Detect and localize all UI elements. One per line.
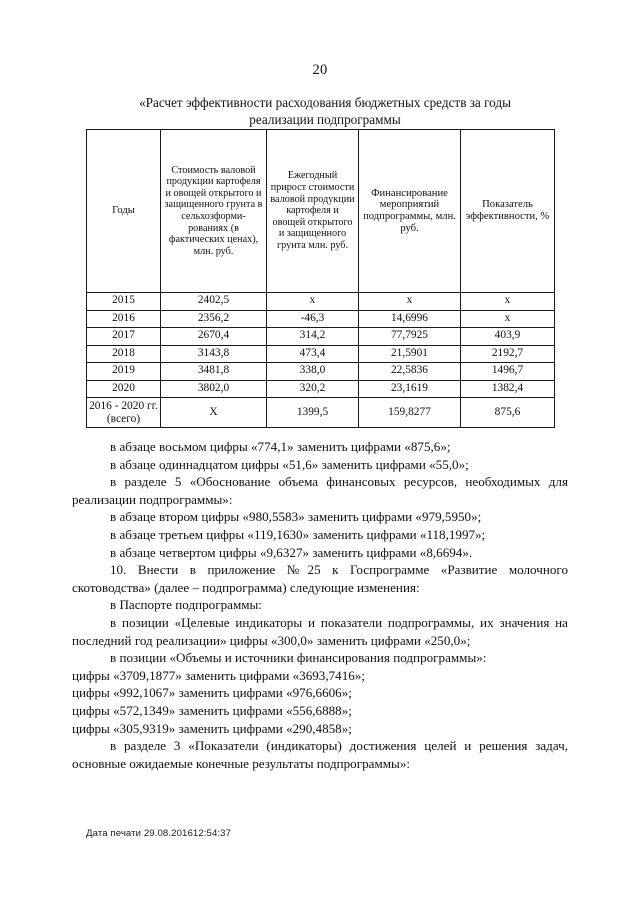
cell-financing: х xyxy=(359,293,461,311)
cell-financing: 14,6996 xyxy=(359,310,461,328)
total-years-line-2: (всего) xyxy=(106,412,141,425)
cell-total-financing: 159,8277 xyxy=(359,398,461,428)
column-header-years: Годы xyxy=(87,130,161,293)
cell-annual-growth: 320,2 xyxy=(267,380,359,398)
cell-efficiency: 2192,7 xyxy=(461,345,555,363)
cell-years: 2015 xyxy=(87,293,161,311)
total-years-line-1: 2016 - 2020 гг. xyxy=(89,400,158,412)
body-text-block xyxy=(72,438,568,772)
title-line-2: реализации подпрограммы xyxy=(249,111,401,127)
paragraph-6: в абзаце четвертом цифры «9,6327» заменить цифрами «8,6694». xyxy=(110,544,473,560)
cell-financing: 21,5901 xyxy=(359,345,461,363)
paragraph-7: 10. Внести в приложение №25 к Госпрограмме «Развитие молочного скотоводства» (далее – подпрограмма) следующие изменения: xyxy=(72,562,568,595)
cell-gross-value: 2402,5 xyxy=(161,293,267,311)
cell-total-gross-value: Х xyxy=(161,398,267,428)
table-row xyxy=(87,328,555,346)
cell-years: 2019 xyxy=(87,363,161,381)
cell-total-efficiency: 875,6 xyxy=(461,398,555,428)
cell-efficiency: х xyxy=(461,293,555,311)
cell-annual-growth: х xyxy=(267,293,359,311)
paragraph-10: в позиции «Объемы и источники финансирования подпрограммы»: xyxy=(110,650,487,666)
paragraph-15: в разделе 3 «Показатели (индикаторы) достижения целей и решения задач, основные ожидаемые конечные результаты подпрограммы»: xyxy=(72,738,568,771)
table-row xyxy=(87,380,555,398)
column-header-gross-value: Стоимость валовой продукции картофеля и овощей открытого и защищенного грунта в сельхозформи-рованиях (в фактических ценах), млн. руб. xyxy=(161,130,267,293)
column-header-efficiency: Показатель эффективности, % xyxy=(461,130,555,293)
cell-financing: 22,5836 xyxy=(359,363,461,381)
cell-gross-value: 2356,2 xyxy=(161,310,267,328)
paragraph-13: цифры «572,1349» заменить цифрами «556,6888»; xyxy=(72,702,352,718)
paragraph-3: в разделе 5 «Обоснование объема финансовых ресурсов, необходимых для реализации подпрограммы»: xyxy=(72,474,568,507)
cell-financing: 23,1619 xyxy=(359,380,461,398)
cell-efficiency: 403,9 xyxy=(461,328,555,346)
cell-efficiency: х xyxy=(461,310,555,328)
table-row xyxy=(87,293,555,311)
table-row xyxy=(87,310,555,328)
paragraph-5: в абзаце третьем цифры «119,1630» заменить цифрами «118,1997»; xyxy=(110,526,486,542)
cell-annual-growth: -46,3 xyxy=(267,310,359,328)
cell-gross-value: 3143,8 xyxy=(161,345,267,363)
cell-years: 2018 xyxy=(87,345,161,363)
paragraph-1: в абзаце восьмом цифры «774,1» заменить цифрами «875,6»; xyxy=(110,439,451,454)
title-line-1: «Расчет эффективности расходования бюджетных средств за годы xyxy=(139,95,511,110)
cell-efficiency: 1496,7 xyxy=(461,363,555,381)
cell-total-annual-growth: 1399,5 xyxy=(267,398,359,428)
paragraph-8: в Паспорте подпрограммы: xyxy=(110,597,262,613)
cell-total-years xyxy=(87,398,161,428)
cell-years: 2016 xyxy=(87,310,161,328)
table-row xyxy=(87,363,555,381)
table-total-row xyxy=(87,398,555,428)
cell-annual-growth: 338,0 xyxy=(267,363,359,381)
paragraph-9: в позиции «Целевые индикаторы и показатели подпрограммы, их значения на последний год реализации» цифры «300,0» заменить цифрами «250,0»; xyxy=(72,614,568,648)
cell-gross-value: 3481,8 xyxy=(161,363,267,381)
page-title xyxy=(95,95,555,128)
table-header-row xyxy=(87,130,555,293)
cell-gross-value: 2670,4 xyxy=(161,328,267,346)
print-date-footer: Дата печати 29.08.201612:54:37 xyxy=(86,828,232,839)
paragraph-2: в абзаце одиннадцатом цифры «51,6» заменить цифрами «55,0»; xyxy=(110,456,469,472)
page-number: 20 xyxy=(312,62,328,78)
column-header-financing: Финансирование мероприятий подпрограммы, млн. руб. xyxy=(359,130,461,293)
paragraph-14: цифры «305,9319» заменить цифрами «290,4858»; xyxy=(72,720,352,736)
cell-annual-growth: 314,2 xyxy=(267,328,359,346)
paragraph-11: цифры «3709,1877» заменить цифрами «3693,7416»; xyxy=(72,667,365,683)
table-body xyxy=(87,293,555,428)
efficiency-table xyxy=(86,129,555,428)
cell-years: 2017 xyxy=(87,328,161,346)
table-head xyxy=(87,130,555,293)
cell-financing: 77,7925 xyxy=(359,328,461,346)
table-row xyxy=(87,345,555,363)
paragraph-12: цифры «992,1067» заменить цифрами «976,6606»; xyxy=(72,685,352,701)
column-header-annual-growth: Ежегодный прирост стоимости валовой продукции картофеля и овощей открытого и защищенного грунта млн. руб. xyxy=(267,130,359,293)
cell-annual-growth: 473,4 xyxy=(267,345,359,363)
paragraph-4: в абзаце втором цифры «980,5583» заменить цифрами «979,5950»; xyxy=(110,509,482,525)
cell-efficiency: 1382,4 xyxy=(461,380,555,398)
cell-gross-value: 3802,0 xyxy=(161,380,267,398)
cell-years: 2020 xyxy=(87,380,161,398)
